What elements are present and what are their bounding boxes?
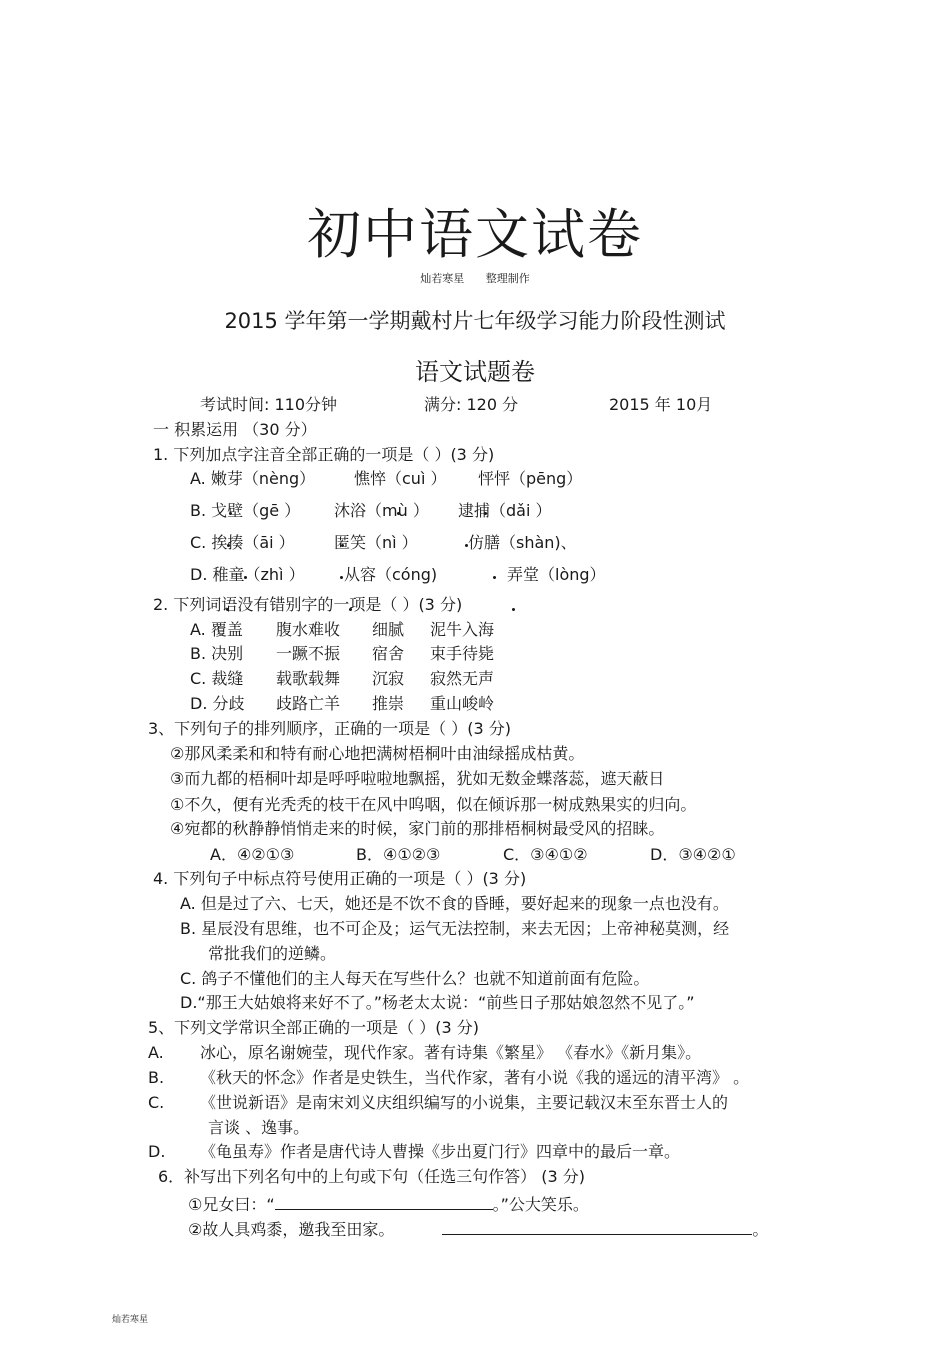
q1-option-c-3: 仿膳（shàn)、 bbox=[468, 533, 577, 552]
paper-title: 语文试题卷 bbox=[415, 358, 535, 386]
q2-option-c-4: 寂然无声 bbox=[430, 669, 495, 688]
q5-option-a-text: 冰心，原名谢婉莹，现代作家。著有诗集《繁星》 《春水》《新月集》。 bbox=[200, 1043, 702, 1062]
credit-line: 灿若寒星 整理制作 bbox=[420, 272, 530, 285]
q6-item-1-before: ①兄女曰：“ bbox=[188, 1195, 275, 1214]
q5-option-c-label: C. bbox=[148, 1093, 165, 1112]
q3-option-c: C．③④①② bbox=[503, 845, 588, 864]
q1-option-b-3: 逮捕（dǎi ） bbox=[458, 501, 552, 520]
q2-option-d-1: D. 分歧 bbox=[190, 694, 245, 713]
q1-option-a-2: 憔悴（cuì ） bbox=[354, 469, 447, 488]
answer-blank[interactable] bbox=[275, 1192, 493, 1210]
question-1-stem: 1. 下列加点字注音全部正确的一项是（ ）(3 分) bbox=[153, 445, 495, 464]
q5-option-c-text: 《世说新语》是南宋刘义庆组织编写的小说集，主要记载汉末至东晋士人的 bbox=[200, 1093, 729, 1112]
footer-text: 灿若寒星 bbox=[112, 1315, 149, 1325]
q2-option-c-2: 载歌载舞 bbox=[276, 669, 341, 688]
q2-option-b-3: 宿舍 bbox=[372, 644, 405, 663]
q4-option-a: A. 但是过了六、七天，她还是不饮不食的昏睡，要好起来的现象一点也没有。 bbox=[180, 894, 729, 913]
q3-option-d: D．③④②① bbox=[650, 845, 736, 864]
q5-option-d-label: D. bbox=[148, 1142, 166, 1161]
q5-option-b-label: B. bbox=[148, 1068, 165, 1087]
exam-date: 2015 年 10月 bbox=[609, 395, 713, 414]
question-5-stem: 5、下列文学常识全部正确的一项是（ ）(3 分) bbox=[148, 1018, 480, 1037]
q2-option-b-4: 束手待毙 bbox=[430, 644, 495, 663]
q6-item-2-after: 。 bbox=[752, 1220, 769, 1239]
q2-option-a-3: 细腻 bbox=[372, 620, 405, 639]
q2-option-a-1: A. 覆盖 bbox=[190, 620, 243, 639]
q4-option-c: C. 鸽子不懂他们的主人每天在写些什么？也就不知道前面有危险。 bbox=[180, 969, 650, 988]
q1-option-b-1: B. 戈壁（gē ） bbox=[190, 501, 301, 520]
q4-option-d: D.“那王大姑娘将来好不了。”杨老太太说：“前些日子那姑娘忽然不见了。” bbox=[180, 993, 695, 1012]
section-title: 一 积累运用 （30 分） bbox=[153, 420, 317, 439]
q1-option-d-1: D. 稚童（zhì ） bbox=[190, 565, 305, 584]
q3-sentence: ③而九都的梧桐叶却是呼呼啦啦地飘摇，犹如无数金蝶落蕊，遮天蔽日 bbox=[170, 769, 665, 788]
q3-sentence: ①不久，便有光秃秃的枝干在风中呜咽，似在倾诉那一树成熟果实的归向。 bbox=[170, 795, 697, 814]
q5-option-b-text: 《秋天的怀念》作者是史铁生，当代作家，著有小说《我的遥远的清平湾》 。 bbox=[200, 1068, 750, 1087]
q1-option-d-3: 弄堂（lòng） bbox=[507, 565, 606, 584]
q1-option-b-2: 沐浴（mù ） bbox=[334, 501, 429, 520]
q5-option-d-text: 《龟虽寿》作者是唐代诗人曹操《步出夏门行》四章中的最后一章。 bbox=[200, 1142, 681, 1161]
q6-item-1 bbox=[188, 1192, 589, 1216]
full-score: 满分: 120 分 bbox=[424, 395, 519, 414]
q3-sentence: ②那风柔柔和和特有耐心地把满树梧桐叶由油绿摇成枯黄。 bbox=[170, 744, 585, 763]
q2-option-d-4: 重山峻岭 bbox=[430, 694, 495, 713]
q5-option-a-label: A. bbox=[148, 1043, 164, 1062]
q4-option-b-cont: 常批我们的逆鳞。 bbox=[208, 944, 337, 963]
q2-option-c-3: 沉寂 bbox=[372, 669, 405, 688]
q6-item-1-after: 。”公大笑乐。 bbox=[492, 1195, 589, 1214]
q1-option-d-2: 从容（cóng) bbox=[344, 565, 438, 584]
question-2-stem: 2. 下列词语没有错别字的一项是（ ）(3 分) bbox=[153, 595, 463, 614]
q3-sentence: ④宛都的秋静静悄悄走来的时候，家门前的那排梧桐树最受风的招睐。 bbox=[170, 819, 665, 838]
question-6-stem: 6．补写出下列名句中的上句或下句（任选三句作答） (3 分) bbox=[158, 1167, 586, 1186]
q6-item-2 bbox=[188, 1217, 768, 1241]
q2-option-a-4: 泥牛入海 bbox=[430, 620, 495, 639]
q3-option-a: A．④②①③ bbox=[210, 845, 295, 864]
q1-option-c-1: C. 挨揍（āi ） bbox=[190, 533, 295, 552]
answer-blank[interactable] bbox=[442, 1217, 752, 1235]
q2-option-d-3: 推崇 bbox=[372, 694, 405, 713]
exam-time: 考试时间: 110分钟 bbox=[200, 395, 338, 414]
q1-option-a-3: 怦怦（pēng） bbox=[478, 469, 583, 488]
exam-title: 2015 学年第一学期戴村片七年级学习能力阶段性测试 bbox=[224, 309, 726, 333]
main-title: 初中语文试卷 bbox=[307, 203, 643, 266]
question-3-stem: 3、下列句子的排列顺序，正确的一项是（ ）(3 分) bbox=[148, 719, 512, 738]
q5-option-c-cont: 言谈 、逸事。 bbox=[208, 1118, 310, 1137]
q2-option-c-1: C. 裁缝 bbox=[190, 669, 244, 688]
q2-option-d-2: 歧路亡羊 bbox=[276, 694, 341, 713]
q2-option-a-2: 腹水难收 bbox=[276, 620, 341, 639]
q3-option-b: B．④①②③ bbox=[356, 845, 441, 864]
q2-option-b-2: 一蹶不振 bbox=[276, 644, 341, 663]
q1-option-c-2: 匿笑（nì ） bbox=[334, 533, 418, 552]
q1-option-a-1: A. 嫩芽（nèng） bbox=[190, 469, 316, 488]
question-4-stem: 4. 下列句子中标点符号使用正确的一项是（ ）(3 分) bbox=[153, 869, 527, 888]
q4-option-b: B. 星辰没有思维，也不可企及；运气无法控制，来去无因；上帝神秘莫测，经 bbox=[180, 919, 730, 938]
q2-option-b-1: B. 决别 bbox=[190, 644, 244, 663]
q6-item-2-before: ②故人具鸡黍，邀我至田家。 bbox=[188, 1220, 395, 1239]
